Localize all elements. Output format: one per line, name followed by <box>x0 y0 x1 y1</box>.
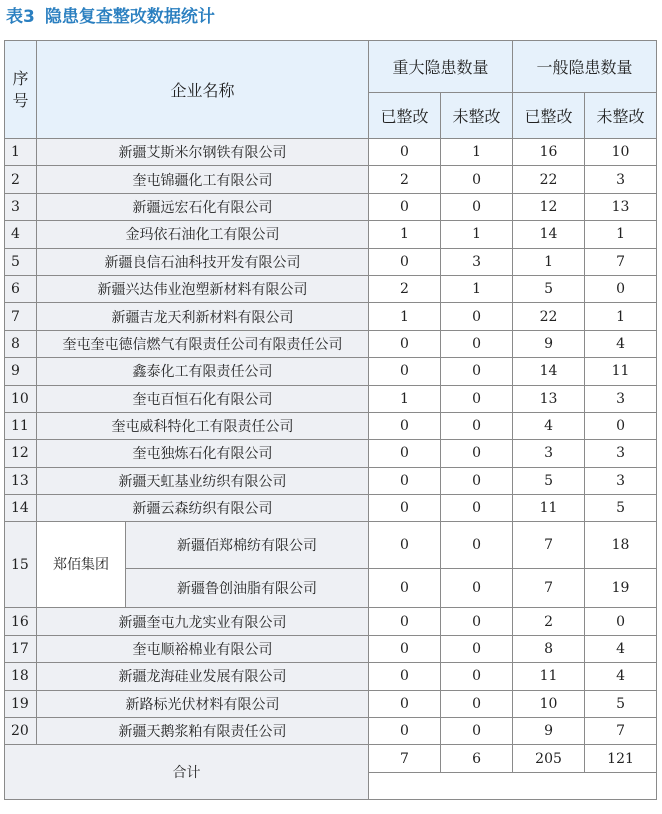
general-fixed-value: 11 <box>513 495 585 522</box>
table-row <box>5 385 657 412</box>
company-name: 新疆天鹅浆粕有限责任公司 <box>37 718 369 745</box>
total-general-fixed: 205 <box>513 745 585 773</box>
major-unfixed-value: 0 <box>441 166 513 193</box>
header-company: 企业名称 <box>37 41 369 139</box>
major-unfixed-value: 0 <box>441 690 513 717</box>
company-name: 新疆良信石油科技开发有限公司 <box>37 248 369 275</box>
general-unfixed-value: 0 <box>585 275 657 302</box>
major-fixed-value: 0 <box>369 569 441 608</box>
major-fixed-value: 0 <box>369 608 441 635</box>
major-fixed-value: 0 <box>369 690 441 717</box>
table-row <box>5 275 657 302</box>
company-name: 奎屯锦疆化工有限公司 <box>37 166 369 193</box>
row-index: 10 <box>5 385 37 412</box>
hazard-statistics-table <box>4 40 657 800</box>
major-fixed-value: 1 <box>369 385 441 412</box>
general-fixed-value: 10 <box>513 690 585 717</box>
table-row <box>5 608 657 635</box>
header-major-fixed: 已整改 <box>369 93 441 139</box>
general-fixed-value: 14 <box>513 358 585 385</box>
major-unfixed-value: 1 <box>441 139 513 166</box>
company-name: 新疆佰郑棉纺有限公司 <box>126 522 369 569</box>
row-index: 13 <box>5 467 37 494</box>
table-row <box>5 330 657 357</box>
major-fixed-value: 0 <box>369 139 441 166</box>
company-name: 新疆云森纺织有限公司 <box>37 495 369 522</box>
general-fixed-value: 5 <box>513 275 585 302</box>
major-fixed-value: 0 <box>369 248 441 275</box>
major-fixed-value: 0 <box>369 330 441 357</box>
major-fixed-value: 1 <box>369 221 441 248</box>
total-blank-cell <box>369 773 657 800</box>
general-unfixed-value: 0 <box>585 412 657 439</box>
major-unfixed-value: 1 <box>441 275 513 302</box>
major-fixed-value: 1 <box>369 303 441 330</box>
company-name: 新疆兴达伟业泡塑新材料有限公司 <box>37 275 369 302</box>
row-index: 15 <box>5 522 37 608</box>
row-index: 8 <box>5 330 37 357</box>
total-label: 合计 <box>5 745 369 800</box>
row-index: 17 <box>5 635 37 662</box>
major-unfixed-value: 0 <box>441 663 513 690</box>
group-name: 郑佰集团 <box>37 522 126 608</box>
general-fixed-value: 22 <box>513 166 585 193</box>
general-unfixed-value: 3 <box>585 385 657 412</box>
general-unfixed-value: 13 <box>585 193 657 220</box>
company-name: 奎屯百恒石化有限公司 <box>37 385 369 412</box>
row-index: 4 <box>5 221 37 248</box>
major-fixed-value: 0 <box>369 495 441 522</box>
row-index: 5 <box>5 248 37 275</box>
major-unfixed-value: 0 <box>441 303 513 330</box>
row-index: 12 <box>5 440 37 467</box>
general-fixed-value: 12 <box>513 193 585 220</box>
major-fixed-value: 0 <box>369 663 441 690</box>
table-row <box>5 635 657 662</box>
company-name: 新疆奎屯九龙实业有限公司 <box>37 608 369 635</box>
table-row <box>5 166 657 193</box>
row-index: 16 <box>5 608 37 635</box>
table-caption <box>6 2 215 32</box>
table-row <box>5 663 657 690</box>
general-fixed-value: 3 <box>513 440 585 467</box>
major-unfixed-value: 0 <box>441 440 513 467</box>
total-major-fixed: 7 <box>369 745 441 773</box>
row-index: 14 <box>5 495 37 522</box>
major-fixed-value: 0 <box>369 412 441 439</box>
table-row <box>5 690 657 717</box>
general-fixed-value: 8 <box>513 635 585 662</box>
table-row <box>5 303 657 330</box>
general-unfixed-value: 5 <box>585 690 657 717</box>
table-row <box>5 522 657 569</box>
major-unfixed-value: 0 <box>441 330 513 357</box>
major-unfixed-value: 0 <box>441 467 513 494</box>
major-unfixed-value: 0 <box>441 495 513 522</box>
header-general-fixed: 已整改 <box>513 93 585 139</box>
general-fixed-value: 16 <box>513 139 585 166</box>
major-fixed-value: 0 <box>369 193 441 220</box>
general-fixed-value: 9 <box>513 718 585 745</box>
major-unfixed-value: 0 <box>441 193 513 220</box>
major-unfixed-value: 1 <box>441 221 513 248</box>
company-name: 新疆天虹基业纺织有限公司 <box>37 467 369 494</box>
major-unfixed-value: 0 <box>441 569 513 608</box>
general-unfixed-value: 0 <box>585 608 657 635</box>
group-rows <box>5 522 657 608</box>
general-unfixed-value: 1 <box>585 221 657 248</box>
company-name: 金玛依石油化工有限公司 <box>37 221 369 248</box>
row-index: 3 <box>5 193 37 220</box>
general-unfixed-value: 4 <box>585 663 657 690</box>
major-unfixed-value: 0 <box>441 358 513 385</box>
total-general-unfixed: 121 <box>585 745 657 773</box>
major-unfixed-value: 0 <box>441 635 513 662</box>
row-index: 9 <box>5 358 37 385</box>
general-unfixed-value: 18 <box>585 522 657 569</box>
general-unfixed-value: 5 <box>585 495 657 522</box>
table-row <box>5 412 657 439</box>
general-fixed-value: 1 <box>513 248 585 275</box>
company-name: 新疆吉龙天利新材料有限公司 <box>37 303 369 330</box>
general-unfixed-value: 7 <box>585 718 657 745</box>
major-unfixed-value: 0 <box>441 412 513 439</box>
general-fixed-value: 5 <box>513 467 585 494</box>
general-fixed-value: 7 <box>513 522 585 569</box>
major-fixed-value: 0 <box>369 358 441 385</box>
table-row <box>5 221 657 248</box>
major-unfixed-value: 0 <box>441 608 513 635</box>
general-fixed-value: 14 <box>513 221 585 248</box>
major-fixed-value: 0 <box>369 718 441 745</box>
major-fixed-value: 0 <box>369 467 441 494</box>
row-index: 7 <box>5 303 37 330</box>
general-fixed-value: 9 <box>513 330 585 357</box>
row-index: 11 <box>5 412 37 439</box>
major-unfixed-value: 0 <box>441 522 513 569</box>
general-unfixed-value: 4 <box>585 330 657 357</box>
general-unfixed-value: 3 <box>585 467 657 494</box>
major-unfixed-value: 3 <box>441 248 513 275</box>
table-title: 隐患复查整改数据统计 <box>44 7 215 27</box>
company-name: 奎屯独炼石化有限公司 <box>37 440 369 467</box>
major-fixed-value: 0 <box>369 635 441 662</box>
row-index: 20 <box>5 718 37 745</box>
table-body <box>5 139 657 522</box>
company-name: 奎屯顺裕棉业有限公司 <box>37 635 369 662</box>
general-unfixed-value: 3 <box>585 440 657 467</box>
table-row <box>5 467 657 494</box>
general-fixed-value: 13 <box>513 385 585 412</box>
company-name: 新疆艾斯米尔钢铁有限公司 <box>37 139 369 166</box>
header-seq: 序号 <box>5 41 37 139</box>
general-fixed-value: 2 <box>513 608 585 635</box>
table-row <box>5 358 657 385</box>
total-row <box>5 745 657 773</box>
row-index: 1 <box>5 139 37 166</box>
total-rows <box>5 745 657 800</box>
company-name: 奎屯威科特化工有限责任公司 <box>37 412 369 439</box>
major-fixed-value: 2 <box>369 166 441 193</box>
company-name: 新路标光伏材料有限公司 <box>37 690 369 717</box>
table-header <box>5 41 657 139</box>
general-unfixed-value: 10 <box>585 139 657 166</box>
general-fixed-value: 11 <box>513 663 585 690</box>
table-row <box>5 248 657 275</box>
major-fixed-value: 0 <box>369 522 441 569</box>
row-index: 19 <box>5 690 37 717</box>
company-name: 新疆远宏石化有限公司 <box>37 193 369 220</box>
company-name: 新疆鲁创油脂有限公司 <box>126 569 369 608</box>
general-unfixed-value: 19 <box>585 569 657 608</box>
header-general-unfixed: 未整改 <box>585 93 657 139</box>
general-fixed-value: 7 <box>513 569 585 608</box>
major-unfixed-value: 0 <box>441 718 513 745</box>
table-body-after <box>5 608 657 745</box>
general-fixed-value: 4 <box>513 412 585 439</box>
table-row <box>5 718 657 745</box>
company-name: 奎屯奎屯德信燃气有限责任公司有限责任公司 <box>37 330 369 357</box>
table-row <box>5 495 657 522</box>
total-major-unfixed: 6 <box>441 745 513 773</box>
header-major-unfixed: 未整改 <box>441 93 513 139</box>
general-unfixed-value: 7 <box>585 248 657 275</box>
row-index: 18 <box>5 663 37 690</box>
table-row <box>5 193 657 220</box>
company-name: 新疆龙海硅业发展有限公司 <box>37 663 369 690</box>
general-unfixed-value: 4 <box>585 635 657 662</box>
row-index: 6 <box>5 275 37 302</box>
header-general: 一般隐患数量 <box>513 41 657 93</box>
general-fixed-value: 22 <box>513 303 585 330</box>
general-unfixed-value: 1 <box>585 303 657 330</box>
general-unfixed-value: 11 <box>585 358 657 385</box>
major-fixed-value: 2 <box>369 275 441 302</box>
table-number: 表3 <box>6 7 35 27</box>
major-unfixed-value: 0 <box>441 385 513 412</box>
table-row <box>5 139 657 166</box>
company-name: 鑫泰化工有限责任公司 <box>37 358 369 385</box>
major-fixed-value: 0 <box>369 440 441 467</box>
table-row <box>5 440 657 467</box>
header-major: 重大隐患数量 <box>369 41 513 93</box>
row-index: 2 <box>5 166 37 193</box>
general-unfixed-value: 3 <box>585 166 657 193</box>
